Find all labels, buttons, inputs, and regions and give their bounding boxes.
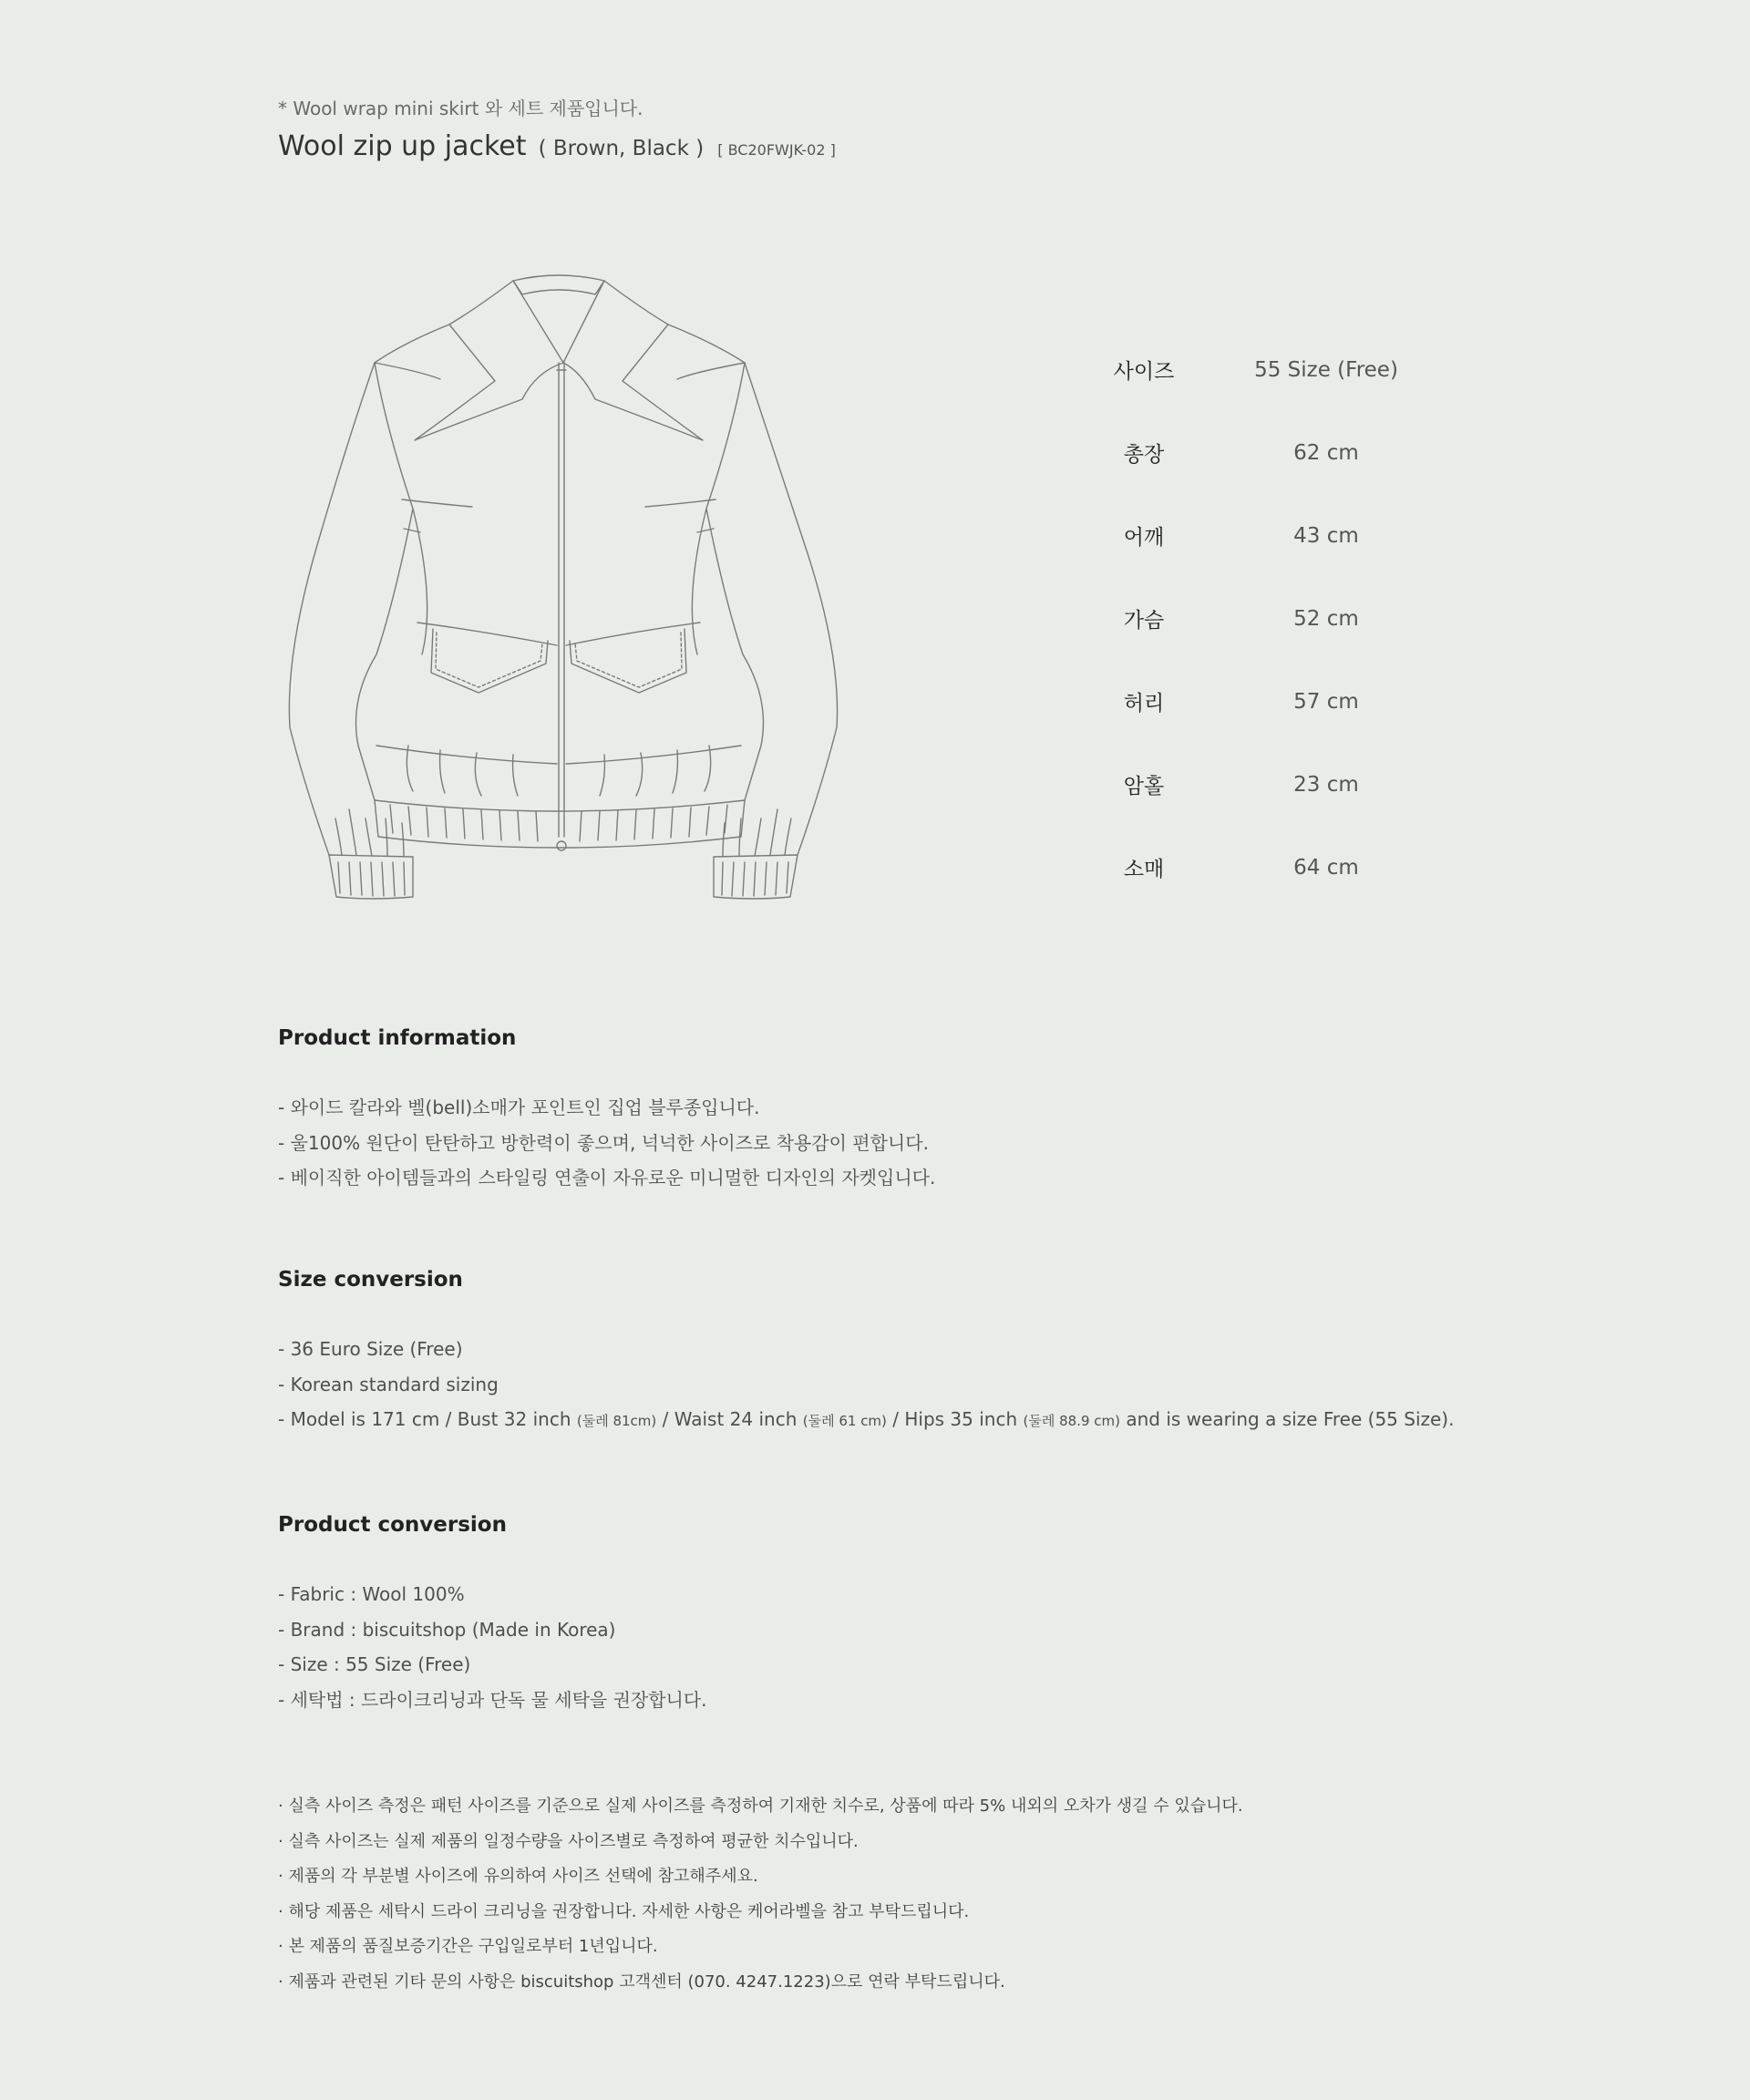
list-item: - 세탁법 : 드라이크리닝과 단독 물 세탁을 권장합니다. xyxy=(278,1688,707,1711)
size-table xyxy=(1044,328,1499,909)
waist-note: (둘레 61 cm) xyxy=(802,1413,887,1429)
jacket-sketch-icon xyxy=(285,272,841,910)
size-row xyxy=(1044,494,1499,577)
model-measurements xyxy=(278,1402,1490,1439)
collar-left xyxy=(415,281,563,440)
note-item: · 제품과 관련된 기타 문의 사항은 biscuitshop 고객센터 (070. 4247.1223)으로 연락 부탁드립니다. xyxy=(278,1971,1005,1992)
size-value: 52 cm xyxy=(1293,606,1359,631)
size-row xyxy=(1044,411,1499,494)
model-bust: - Model is 171 cm / Bust 32 inch xyxy=(278,1408,577,1430)
list-item: - 베이직한 아이템들과의 스타일링 연출이 자유로운 미니멀한 디자인의 자켓입니다. xyxy=(278,1167,936,1189)
section-title: Size conversion xyxy=(278,1268,463,1292)
hips-note: (둘레 88.9 cm) xyxy=(1023,1413,1120,1429)
product-name: Wool zip up jacket xyxy=(278,130,527,162)
notes-list xyxy=(278,1789,1490,2000)
size-conversion-section xyxy=(278,1268,1490,1439)
size-value: 57 cm xyxy=(1293,689,1359,714)
size-label: 어깨 xyxy=(1123,526,1165,550)
size-value: 55 Size (Free) xyxy=(1254,357,1398,382)
cuff-right xyxy=(714,855,798,899)
size-conversion-list xyxy=(278,1332,1490,1439)
section-title: Product information xyxy=(278,1026,517,1050)
list-item: - 울100% 원단이 탄탄하고 방한력이 좋으며, 넉넉한 사이즈로 착용감이 편합니다. xyxy=(278,1131,929,1154)
list-item: - Korean standard sizing xyxy=(278,1373,499,1395)
product-detail-page xyxy=(278,0,1490,2100)
section-title: Product conversion xyxy=(278,1513,507,1537)
list-item: - 와이드 칼라와 벨(bell)소매가 포인트인 집업 블루종입니다. xyxy=(278,1096,760,1118)
product-title-line xyxy=(278,130,836,162)
size-label: 소매 xyxy=(1123,858,1165,881)
size-label: 허리 xyxy=(1123,692,1165,715)
product-information-section xyxy=(278,1026,1490,1196)
sleeve-left xyxy=(289,363,375,855)
size-value: 23 cm xyxy=(1293,772,1359,797)
size-row xyxy=(1044,328,1499,411)
waistband xyxy=(375,800,745,848)
size-value: 64 cm xyxy=(1293,855,1359,880)
note-item: · 제품의 각 부분별 사이즈에 유의하여 사이즈 선택에 참고해주세요. xyxy=(278,1867,758,1886)
product-conversion-list xyxy=(278,1577,1490,1717)
product-colors: ( Brown, Black ) xyxy=(538,137,705,160)
note-item: · 실측 사이즈 측정은 패턴 사이즈를 기준으로 실제 사이즈를 측정하여 기재한 치수로, 상품에 따라 5% 내외의 오차가 생길 수 있습니다. xyxy=(278,1796,1243,1816)
shoulder-left xyxy=(375,324,449,363)
note-item: · 실측 사이즈는 실제 제품의 일정수량을 사이즈별로 측정하여 평균한 치수입니다. xyxy=(278,1831,859,1851)
notes-section xyxy=(278,1789,1490,2000)
model-size: and is wearing a size Free (55 Size). xyxy=(1119,1408,1455,1430)
product-conversion-section xyxy=(278,1513,1490,1717)
collar-right xyxy=(563,281,703,440)
size-value: 43 cm xyxy=(1293,523,1359,548)
shoulder-right xyxy=(668,324,745,363)
product-code: [ BC20FWJK-02 ] xyxy=(717,141,836,159)
model-hips: / Hips 35 inch xyxy=(886,1408,1024,1430)
cuff-left xyxy=(329,855,413,899)
size-row xyxy=(1044,826,1499,909)
sleeve-right xyxy=(745,363,838,855)
size-label: 사이즈 xyxy=(1113,360,1175,384)
note-item: · 본 제품의 품질보증기간은 구입일로부터 1년입니다. xyxy=(278,1937,658,1956)
bust-note: (둘레 81cm) xyxy=(576,1413,657,1429)
list-item: - Brand : biscuitshop (Made in Korea) xyxy=(278,1618,616,1641)
size-value: 62 cm xyxy=(1293,440,1359,465)
set-note: * Wool wrap mini skirt 와 세트 제품입니다. xyxy=(278,98,643,119)
size-row xyxy=(1044,577,1499,660)
list-item: - 36 Euro Size (Free) xyxy=(278,1338,463,1360)
size-label: 총장 xyxy=(1123,443,1165,467)
product-information-list xyxy=(278,1090,1490,1196)
size-row xyxy=(1044,660,1499,743)
size-row xyxy=(1044,743,1499,826)
size-label: 가슴 xyxy=(1123,609,1165,633)
size-label: 암홀 xyxy=(1123,775,1165,798)
collar-back xyxy=(513,275,604,294)
model-waist: / Waist 24 inch xyxy=(656,1408,803,1430)
note-item: · 해당 제품은 세탁시 드라이 크리닝을 권장합니다. 자세한 사항은 케어라벨을 참고 부탁드립니다. xyxy=(278,1901,970,1921)
list-item: - Fabric : Wool 100% xyxy=(278,1583,465,1605)
list-item: - Size : 55 Size (Free) xyxy=(278,1653,471,1675)
